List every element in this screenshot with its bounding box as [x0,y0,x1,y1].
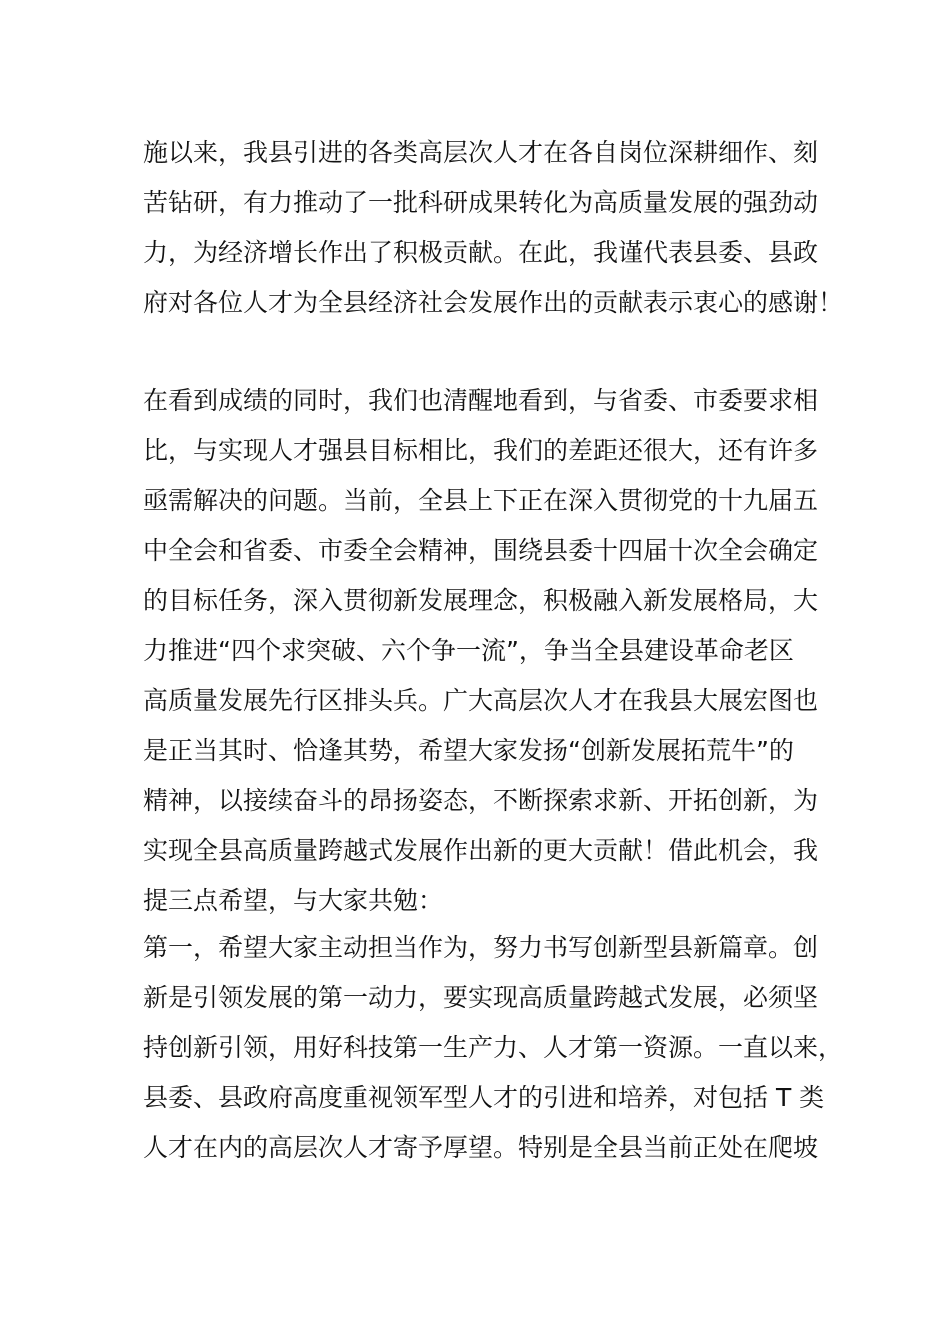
text-line: 第一，希望大家主动担当作为，努力书写创新型县新篇章。创 [143,933,819,962]
text-line: 府对各位人才为全县经济社会发展作出的贡献表示衷心的感谢！ [143,288,844,317]
paragraph-3 [143,923,844,1173]
text-line: 人才在内的高层次人才寄予厚望。特别是全县当前正处在爬坡 [143,1133,819,1162]
text-line: 力，为经济增长作出了积极贡献。在此，我谨代表县委、县政 [143,238,819,267]
text-line: 持创新引领，用好科技第一生产力、人才第一资源。一直以来， [143,1033,844,1062]
text-line: 比，与实现人才强县目标相比，我们的差距还很大，还有许多 [143,436,819,465]
text-line: 施以来，我县引进的各类高层次人才在各自岗位深耕细作、刻 [143,138,819,167]
paragraph-1 [143,128,844,328]
paragraph-2 [143,376,819,926]
text-line: 新是引领发展的第一动力，要实现高质量跨越式发展，必须坚 [143,983,819,1012]
text-line: 苦钻研，有力推动了一批科研成果转化为高质量发展的强劲动 [143,188,819,217]
text-line: 是正当其时、恰逢其势，希望大家发扬“创新发展拓荒牛”的 [143,736,794,765]
text-line: 精神，以接续奋斗的昂扬姿态，不断探索求新、开拓创新，为 [143,786,819,815]
text-line: 实现全县高质量跨越式发展作出新的更大贡献！借此机会，我 [143,836,819,865]
text-line: 高质量发展先行区排头兵。广大高层次人才在我县大展宏图也 [143,686,819,715]
text-line: 中全会和省委、市委全会精神，围绕县委十四届十次全会确定 [143,536,819,565]
text-line: 县委、县政府高度重视领军型人才的引进和培养，对包括 T 类 [143,1083,825,1112]
text-line: 亟需解决的问题。当前，全县上下正在深入贯彻党的十九届五 [143,486,819,515]
text-line: 的目标任务，深入贯彻新发展理念，积极融入新发展格局，大 [143,586,819,615]
text-line: 在看到成绩的同时，我们也清醒地看到，与省委、市委要求相 [143,386,819,415]
text-line: 力推进“四个求突破、六个争一流”，争当全县建设革命老区 [143,636,794,665]
text-line: 提三点希望，与大家共勉： [143,886,444,915]
